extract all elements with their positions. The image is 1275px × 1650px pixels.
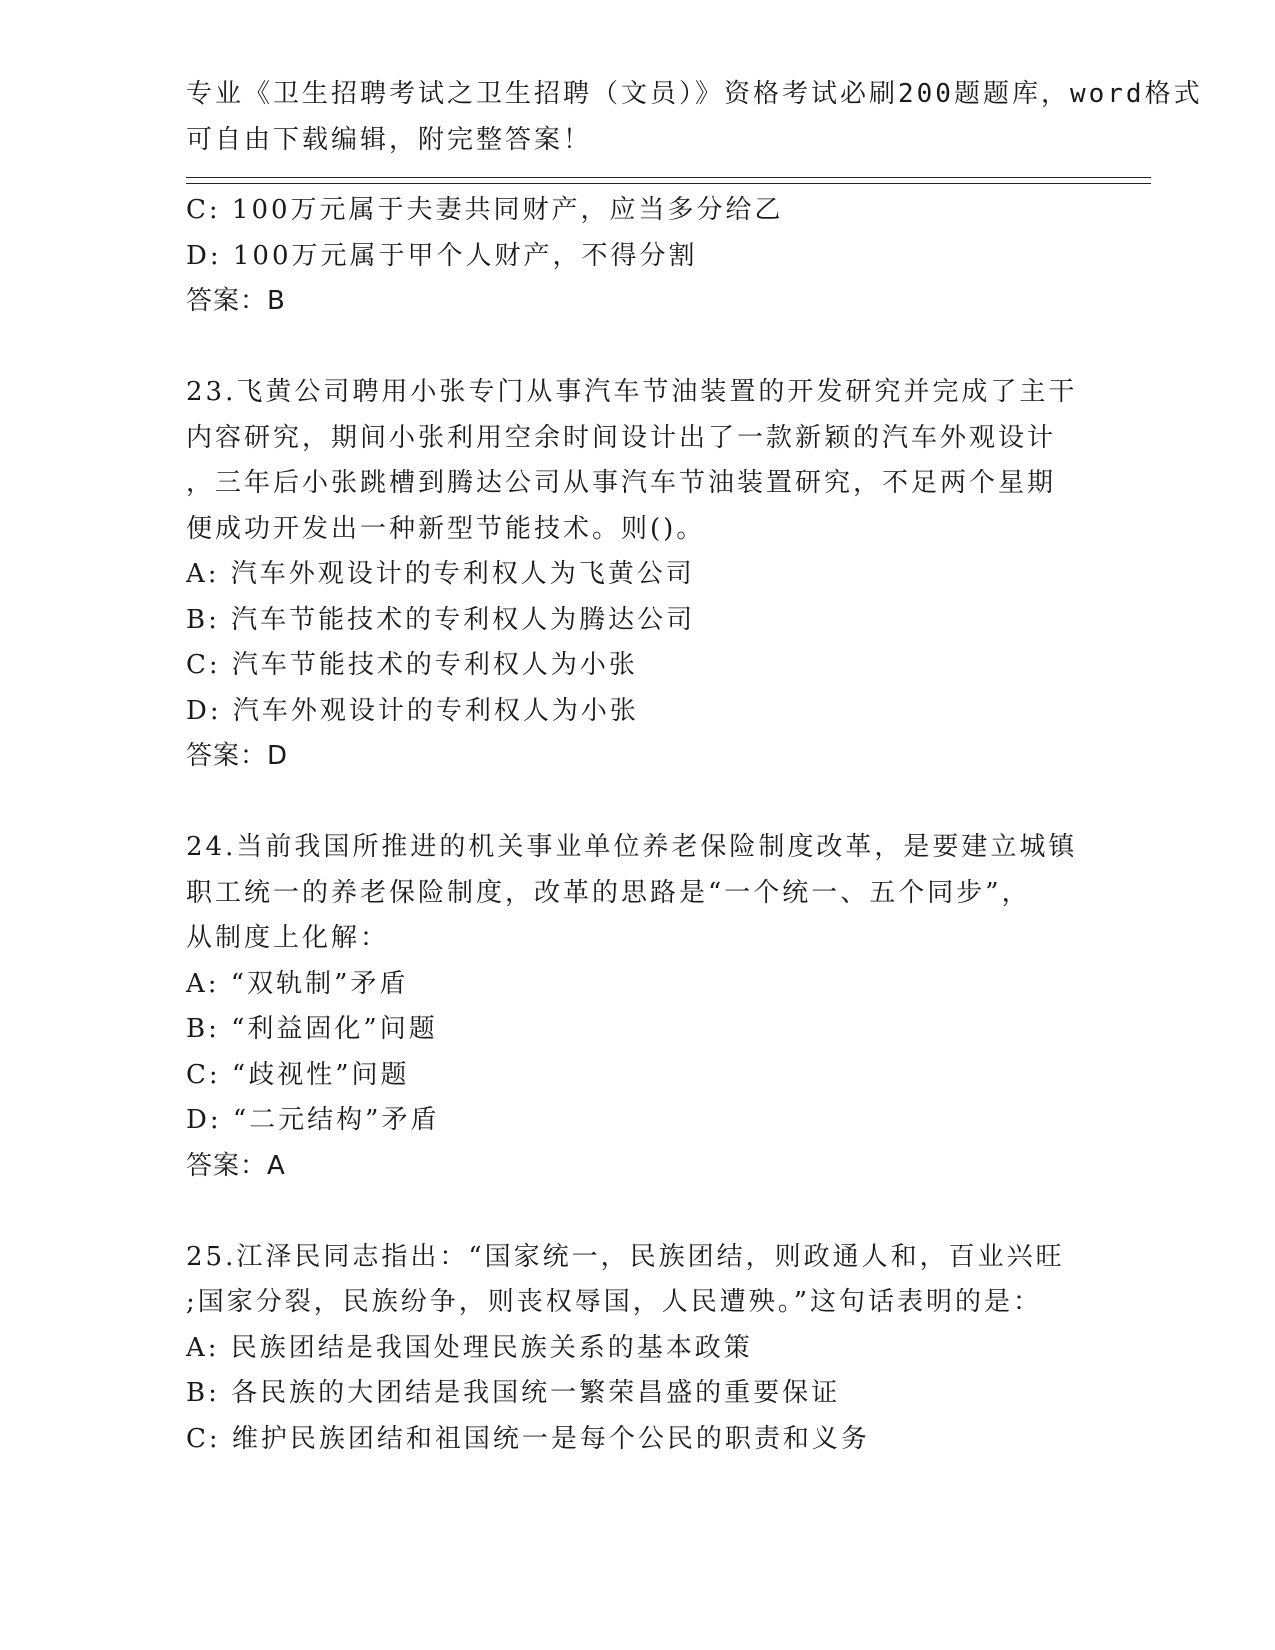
answer: 答案：B — [186, 286, 286, 316]
option-c: C: 维护民族团结和祖国统一是每个公民的职责和义务 — [186, 1423, 870, 1454]
header-line-1: 专业《卫生招聘考试之卫生招聘（文员）》资格考试必刷200题题库，word格式 — [186, 79, 1203, 109]
option-c: C: 汽车节能技术的专利权人为小张 — [186, 650, 638, 680]
option-d: D: “二元结构”矛盾 — [186, 1105, 440, 1135]
option-c: C: 100万元属于夫妻共同财产，应当多分给乙 — [186, 195, 784, 225]
question-stem-line: ，三年后小张跳槽到腾达公司从事汽车节油装置研究，不足两个星期 — [186, 468, 1057, 498]
header-line-2: 可自由下载编辑，附完整答案！ — [186, 124, 593, 155]
question-23 — [186, 370, 1086, 780]
question-24 — [186, 825, 1086, 1189]
option-d: D: 汽车外观设计的专利权人为小张 — [186, 695, 639, 726]
header-divider-bottom — [186, 183, 1151, 184]
option-c: C: “歧视性”问题 — [186, 1059, 410, 1090]
header-divider-top — [186, 177, 1151, 178]
question-stem-line: 23.飞黄公司聘用小张专门从事汽车节油装置的开发研究并完成了主干 — [186, 377, 1078, 407]
answer: 答案：D — [186, 741, 289, 771]
answer: 答案：A — [186, 1150, 286, 1181]
option-d: D: 100万元属于甲个人财产，不得分割 — [186, 240, 698, 271]
question-stem-line: 从制度上化解： — [186, 923, 390, 953]
question-stem-line: 职工统一的养老保险制度，改革的思路是“一个统一、五个同步”， — [186, 877, 1031, 908]
option-b: B: 各民族的大团结是我国统一繁荣昌盛的重要保证 — [186, 1378, 841, 1408]
option-a: A: 汽车外观设计的专利权人为飞黄公司 — [186, 559, 695, 589]
question-stem-line: 便成功开发出一种新型节能技术。则()。 — [186, 513, 706, 544]
question-stem-line: 25.江泽民同志指出：“国家统一，民族团结，则政通人和，百业兴旺 — [186, 1241, 1065, 1272]
option-a: A: 民族团结是我国处理民族关系的基本政策 — [186, 1332, 753, 1363]
page-header — [186, 72, 1203, 163]
question-25 — [186, 1235, 1086, 1463]
option-a: A: “双轨制”矛盾 — [186, 968, 409, 999]
prev-question — [186, 188, 1086, 325]
question-stem-line: 24.当前我国所推进的机关事业单位养老保险制度改革，是要建立城镇 — [186, 832, 1078, 862]
option-b: B: 汽车节能技术的专利权人为腾达公司 — [186, 604, 696, 635]
question-stem-line: 内容研究，期间小张利用空余时间设计出了一款新颖的汽车外观设计 — [186, 422, 1057, 453]
option-b: B: “利益固化”问题 — [186, 1014, 438, 1044]
question-stem-line: ;国家分裂，民族纷争，则丧权辱国，人民遭殃。”这句话表明的是： — [186, 1287, 1043, 1317]
question-content — [186, 188, 1086, 1462]
